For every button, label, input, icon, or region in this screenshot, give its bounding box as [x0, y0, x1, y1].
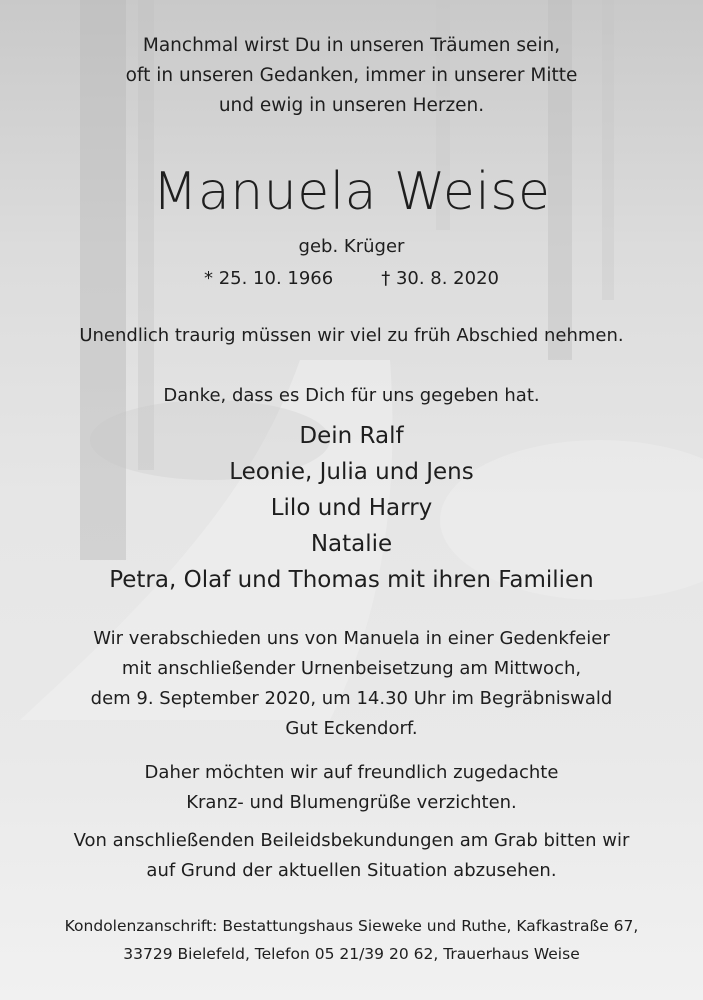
mourner-name: Natalie	[310, 531, 393, 557]
ceremony-line: Wir verabschieden uns von Manuela in einer Gedenkfeier	[93, 628, 610, 649]
ceremony-line: Gut Eckendorf.	[285, 718, 418, 739]
farewell-line: Unendlich traurig müssen wir viel zu früh Abschied nehmen.	[79, 325, 624, 346]
thanks-line: Danke, dass es Dich für uns gegeben hat.	[163, 385, 540, 406]
life-dates	[0, 268, 703, 289]
mourner-name: Leonie, Julia und Jens	[229, 459, 474, 485]
death-date: † 30. 8. 2020	[381, 268, 499, 289]
deceased-name: Manuela Weise	[152, 162, 551, 222]
flowers-line: Kranz- und Blumengrüße verzichten.	[186, 792, 517, 813]
condolences-line: auf Grund der aktuellen Situation abzusehen.	[146, 860, 557, 881]
condolences-line: Von anschließenden Beileidsbekundungen am Grab bitten wir	[73, 830, 630, 851]
ceremony-line: mit anschließender Urnenbeisetzung am Mittwoch,	[121, 658, 582, 679]
mourner-name: Dein Ralf	[299, 423, 404, 449]
birth-name: geb. Krüger	[298, 236, 405, 257]
address-line: 33729 Bielefeld, Telefon 05 21/39 20 62, Trauerhaus Weise	[123, 945, 580, 963]
address-line: Kondolenzanschrift: Bestattungshaus Sieweke und Ruthe, Kafkastraße 67,	[64, 917, 639, 935]
poem-line: und ewig in unseren Herzen.	[218, 95, 485, 116]
mourner-name: Lilo und Harry	[270, 495, 433, 521]
poem-line: oft in unseren Gedanken, immer in unserer Mitte	[125, 65, 578, 86]
mourner-name: Petra, Olaf und Thomas mit ihren Familien	[109, 567, 594, 593]
flowers-line: Daher möchten wir auf freundlich zugedachte	[144, 762, 559, 783]
ceremony-line: dem 9. September 2020, um 14.30 Uhr im Begräbniswald	[90, 688, 613, 709]
birth-date: * 25. 10. 1966	[203, 268, 334, 289]
poem-line: Manchmal wirst Du in unseren Träumen sein,	[142, 35, 561, 56]
